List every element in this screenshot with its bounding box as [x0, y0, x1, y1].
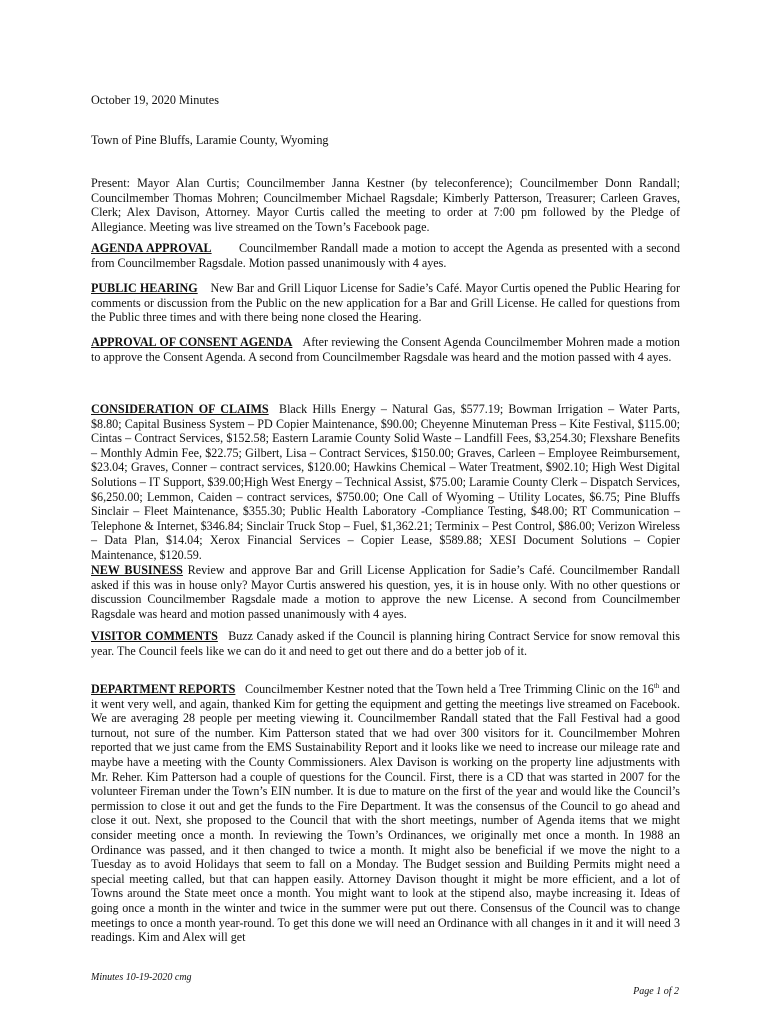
footer-page-number: Page 1 of 2 — [633, 986, 679, 997]
public-hearing-heading: PUBLIC HEARING — [91, 281, 198, 295]
agenda-approval-heading: AGENDA APPROVAL — [91, 241, 212, 255]
claims-body: Black Hills Energy – Natural Gas, $577.19; Bowman Irrigation – Water Parts, $8.80; Capital Business System – PD Copier Maintenance, $90.00; Cheyenne Minuteman Press – Kite Festival, $115.00; Cintas – Contract Services, $152.58; Eastern Laramie County Solid Waste – Landfill Fees, $3,254.30; Flexshare Benefits – Monthly Admin Fee, $22.75; Gilbert, Lisa – Contract Services, $150.00; Graves, Carleen – Employee Reimbursement, $23.04; Graves, Conner – contract services, $120.00; Hawkins Chemical – Water Treatment, $902.10; High West Digital Solutions – IT Support, $39.00;High West Energy – Technical Assist, $75.00; Laramie County Clerk – Dispatch Services, $6,250.00; Lemmon, Caiden – contract services, $750.00; One Call of Wyoming – Utility Locates, $6.75; Pine Bluffs Sinclair – Fleet Maintenance, $355.30; Public Health Laboratory -Compliance Testing, $48.00; RT Communication – Telephone & Internet, $346.84; Sinclair Truck Stop – Fuel, $1,362.21; Terminix – Pest Control, $86.00; Verizon Wireless – Data Plan, $14.04; Xerox Financial Services – Copier Lease, $589.88; XESI Document Solutions – Copier Maintenance, $120.59. — [91, 402, 681, 562]
claims-paragraph — [91, 402, 680, 563]
new-business-heading: NEW BUSINESS — [91, 563, 183, 577]
visitor-comments-body: Buzz Canady asked if the Council is planning hiring Contract Service for snow removal this year. The Council feels like we can do it and need to get out there and do a better job of it. — [91, 629, 681, 658]
public-hearing-paragraph — [91, 281, 680, 325]
agenda-approval-body: Councilmember Randall made a motion to accept the Agenda as presented with a second from Councilmember Ragsdale. Motion passed unanimously with 4 ayes. — [91, 241, 680, 270]
ordinal-suffix: th — [653, 681, 660, 690]
new-business-paragraph — [91, 563, 680, 621]
public-hearing-body: New Bar and Grill Liquor License for Sadie’s Café. Mayor Curtis opened the Public Hearing for comments or discussion from the Public on the new application for a Bar and Grill License. He called for questions from the Public three times and with there being none closed the Hearing. — [91, 281, 680, 325]
present-paragraph: Present: Mayor Alan Curtis; Councilmember Janna Kestner (by teleconference); Councilmember Donn Randall; Councilmember Thomas Mohren; Councilmember Michael Ragsdale; Kimberly Patterson, Treasurer; Carleen Graves, Clerk; Alex Davison, Attorney. Mayor Curtis called the meeting to order at 7:00 pm followed by the Pledge of Allegiance. Meeting was live streamed on the Town’s Facebook page. — [91, 176, 680, 234]
visitor-comments-heading: VISITOR COMMENTS — [91, 629, 218, 643]
new-business-body: Review and approve Bar and Grill License Application for Sadie’s Café. Councilmember Randall asked if this was in house only? Mayor Curtis answered his question, yes, it is in house only. With no other questions or discussion Councilmember Ragsdale made a motion to approve the new License. A second from Councilmember Ragsdale was heard and motion passed unanimously with 4 ayes. — [91, 563, 681, 621]
department-reports-body-rest: and it went very well, and again, thanked Kim for getting the equipment and getting the meetings live streamed on Facebook. We are averaging 28 people per meeting viewing it. Councilmember Randall stated that the Fall Festival had a good turnout, not sure of the number. Kim Patterson stated that we had over 300 visitors for it. Councilmember Mohren reported that we just came from the EMS Sustainability Report and it looks like we need to increase our mileage rate and maybe have a meeting with the County Commissioners. Alex Davison is working on the property line adjustments with Mr. Reher. Kim Patterson had a couple of questions for the Council. First, there is a CD that was started in 2007 for the volunteer Fireman under the Town’s EIN number. It is due to mature on the first of the year and would like the Council’s permission to close it out and get the funds to the Fire Department. It was the consensus of the Council to go ahead and close it out. Next, she proposed to the Council that with the short meetings, number of Agenda items that we might consider meeting once a month. In reviewing the Town’s Ordinances, we originally met once a month. In 1988 an Ordinance was passed, and it then changed to twice a month. It might also be beneficial if we move the night to a Tuesday as to avoid Holidays that seem to fall on a Monday. The Budget session and Building Permits might need a special meeting called, but that can happen easily. Attorney Davison thought it might be more efficient, and a lot of Towns around the State meet once a month. You might want to look at the stipend also, maybe increasing it. Ideas of going once a month in the winter and twice in the summer were put out there. Consensus of the Council was to change meetings to once a month year-round. To get this done we will need an Ordinance with all changes in it and it will need 3 readings. Kim and Alex will get — [91, 682, 680, 945]
claims-heading: CONSIDERATION OF CLAIMS — [91, 402, 269, 416]
department-reports-body-start: Councilmember Kestner noted that the Town held a Tree Trimming Clinic on the 16 — [245, 682, 654, 696]
agenda-approval-paragraph — [91, 241, 680, 270]
department-reports-heading: DEPARTMENT REPORTS — [91, 682, 236, 696]
footer-minutes-label: Minutes 10-19-2020 cmg — [91, 972, 192, 983]
date-line: October 19, 2020 Minutes — [91, 93, 219, 107]
town-line: Town of Pine Bluffs, Laramie County, Wyoming — [91, 133, 329, 147]
visitor-comments-paragraph — [91, 629, 680, 658]
consent-agenda-paragraph — [91, 335, 680, 364]
consent-agenda-body: After reviewing the Consent Agenda Councilmember Mohren made a motion to approve the Consent Agenda. A second from Councilmember Ragsdale was heard and the motion passed with 4 ayes. — [91, 335, 680, 364]
consent-agenda-heading: APPROVAL OF CONSENT AGENDA — [91, 335, 293, 349]
department-reports-paragraph — [91, 682, 680, 945]
